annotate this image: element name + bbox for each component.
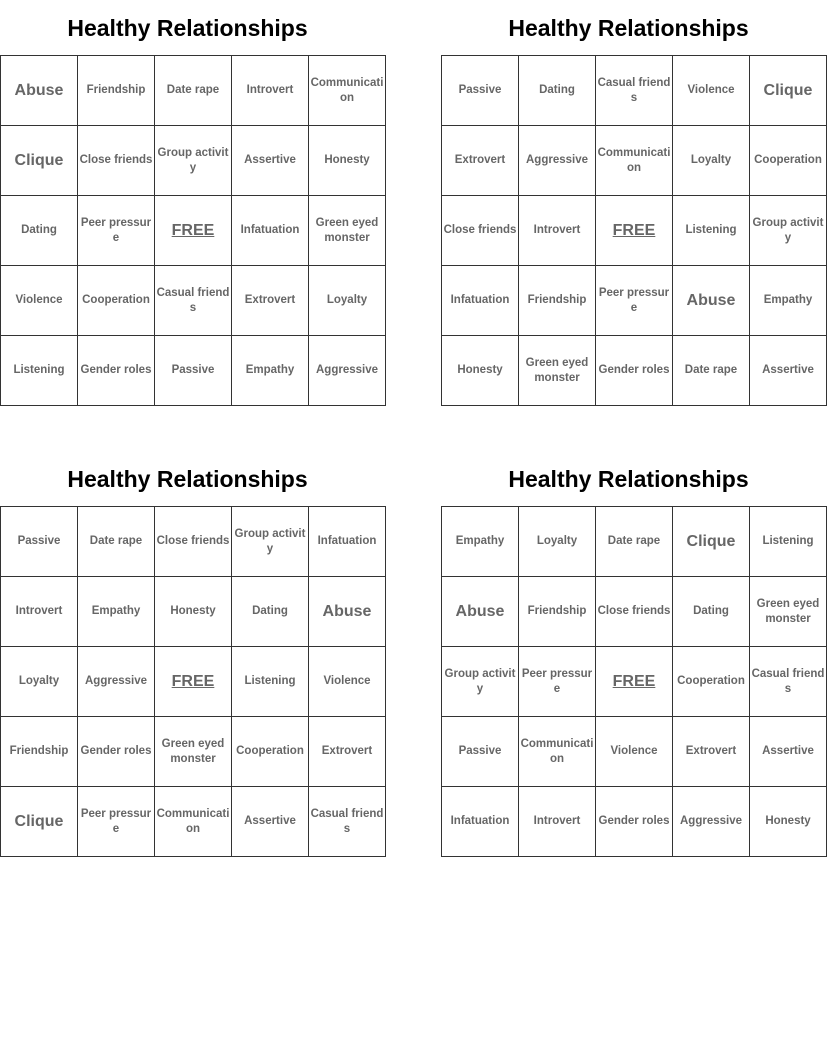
bingo-grid [0,506,386,857]
bingo-row [1,787,386,857]
bingo-cell: Aggressive [519,126,596,196]
bingo-cell: Honesty [442,336,519,406]
bingo-cell: Aggressive [78,647,155,717]
bingo-row [442,507,827,577]
bingo-grid [441,506,827,857]
free-space: FREE [155,647,232,717]
bingo-cell: Empathy [442,507,519,577]
bingo-row [1,336,386,406]
bingo-cell: Gender roles [596,336,673,406]
bingo-cell: Extrovert [232,266,309,336]
bingo-cell: Casual friends [750,647,827,717]
free-space: FREE [596,647,673,717]
bingo-cell: Honesty [309,126,386,196]
bingo-cell: Friendship [519,577,596,647]
bingo-cell: Casual friends [309,787,386,857]
bingo-cell: Peer pressure [519,647,596,717]
bingo-row [442,336,827,406]
bingo-cell: Passive [155,336,232,406]
bingo-cell: Aggressive [309,336,386,406]
bingo-cell: Clique [673,507,750,577]
card-title: Healthy Relationships [67,466,308,492]
bingo-cell: Assertive [750,336,827,406]
bingo-cell: Assertive [750,717,827,787]
bingo-cell: Green eyed monster [519,336,596,406]
bingo-row [442,126,827,196]
bingo-cell: Empathy [750,266,827,336]
bingo-row [1,126,386,196]
bingo-cell: Communication [155,787,232,857]
card-title: Healthy Relationships [508,15,749,41]
bingo-cell: Friendship [78,56,155,126]
bingo-cell: Close friends [78,126,155,196]
bingo-cell: Violence [309,647,386,717]
bingo-cell: Cooperation [78,266,155,336]
bingo-grid [0,55,386,406]
bingo-cell: Casual friends [155,266,232,336]
bingo-cell: Date rape [673,336,750,406]
card-title: Healthy Relationships [67,15,308,41]
bingo-cell: Honesty [750,787,827,857]
bingo-cell: Communication [519,717,596,787]
bingo-cell: Dating [1,196,78,266]
bingo-cell: Gender roles [596,787,673,857]
bingo-cell: Empathy [78,577,155,647]
bingo-cell: Introvert [519,196,596,266]
bingo-cell: Friendship [1,717,78,787]
bingo-row [1,56,386,126]
bingo-cell: Listening [232,647,309,717]
bingo-cell: Peer pressure [78,196,155,266]
bingo-cell: Peer pressure [78,787,155,857]
bingo-cell: Communication [596,126,673,196]
bingo-cell: Casual friends [596,56,673,126]
bingo-cell: Clique [1,126,78,196]
bingo-cell: Dating [519,56,596,126]
bingo-cell: Listening [1,336,78,406]
bingo-cell: Loyalty [1,647,78,717]
bingo-cell: Green eyed monster [750,577,827,647]
bingo-cell: Cooperation [673,647,750,717]
bingo-cell: Peer pressure [596,266,673,336]
bingo-row [442,717,827,787]
bingo-row [442,577,827,647]
bingo-cell: Loyalty [519,507,596,577]
bingo-cell: Introvert [232,56,309,126]
bingo-cell: Violence [673,56,750,126]
bingo-cell: Aggressive [673,787,750,857]
bingo-cell: Infatuation [442,266,519,336]
bingo-cell: Clique [1,787,78,857]
bingo-cell: Abuse [673,266,750,336]
bingo-cell: Introvert [1,577,78,647]
bingo-cell: Empathy [232,336,309,406]
bingo-cell: Close friends [442,196,519,266]
card-title: Healthy Relationships [508,466,749,492]
bingo-cell: Loyalty [673,126,750,196]
bingo-cell: Extrovert [309,717,386,787]
bingo-cell: Violence [1,266,78,336]
bingo-cell: Listening [673,196,750,266]
bingo-cell: Friendship [519,266,596,336]
bingo-cell: Extrovert [673,717,750,787]
bingo-cell: Abuse [442,577,519,647]
bingo-cell: Listening [750,507,827,577]
bingo-row [442,787,827,857]
bingo-cell: Date rape [78,507,155,577]
bingo-cell: Dating [673,577,750,647]
bingo-grid [441,55,827,406]
bingo-cell: Group activity [232,507,309,577]
bingo-cell: Green eyed monster [309,196,386,266]
bingo-cell: Gender roles [78,336,155,406]
bingo-cell: Assertive [232,787,309,857]
bingo-row [1,266,386,336]
bingo-row [1,717,386,787]
bingo-cell: Date rape [155,56,232,126]
bingo-cell: Honesty [155,577,232,647]
bingo-cell: Gender roles [78,717,155,787]
bingo-row [442,647,827,717]
bingo-row [1,577,386,647]
bingo-row [442,196,827,266]
bingo-cell: Close friends [596,577,673,647]
bingo-cell: Passive [442,56,519,126]
bingo-row [1,647,386,717]
bingo-cell: Group activity [750,196,827,266]
bingo-cell: Assertive [232,126,309,196]
bingo-cell: Extrovert [442,126,519,196]
bingo-cell: Clique [750,56,827,126]
bingo-cell: Group activity [155,126,232,196]
bingo-cell: Green eyed monster [155,717,232,787]
bingo-row [442,56,827,126]
bingo-cell: Communication [309,56,386,126]
bingo-cell: Passive [1,507,78,577]
bingo-row [442,266,827,336]
bingo-cell: Cooperation [750,126,827,196]
bingo-cell: Abuse [1,56,78,126]
bingo-cell: Loyalty [309,266,386,336]
bingo-cell: Close friends [155,507,232,577]
bingo-cell: Date rape [596,507,673,577]
bingo-cell: Introvert [519,787,596,857]
bingo-cell: Infatuation [232,196,309,266]
bingo-cell: Cooperation [232,717,309,787]
bingo-cell: Violence [596,717,673,787]
free-space: FREE [155,196,232,266]
bingo-cell: Dating [232,577,309,647]
free-space: FREE [596,196,673,266]
bingo-cell: Passive [442,717,519,787]
bingo-cell: Group activity [442,647,519,717]
bingo-cell: Abuse [309,577,386,647]
bingo-cell: Infatuation [442,787,519,857]
bingo-row [1,196,386,266]
bingo-cell: Infatuation [309,507,386,577]
bingo-row [1,507,386,577]
